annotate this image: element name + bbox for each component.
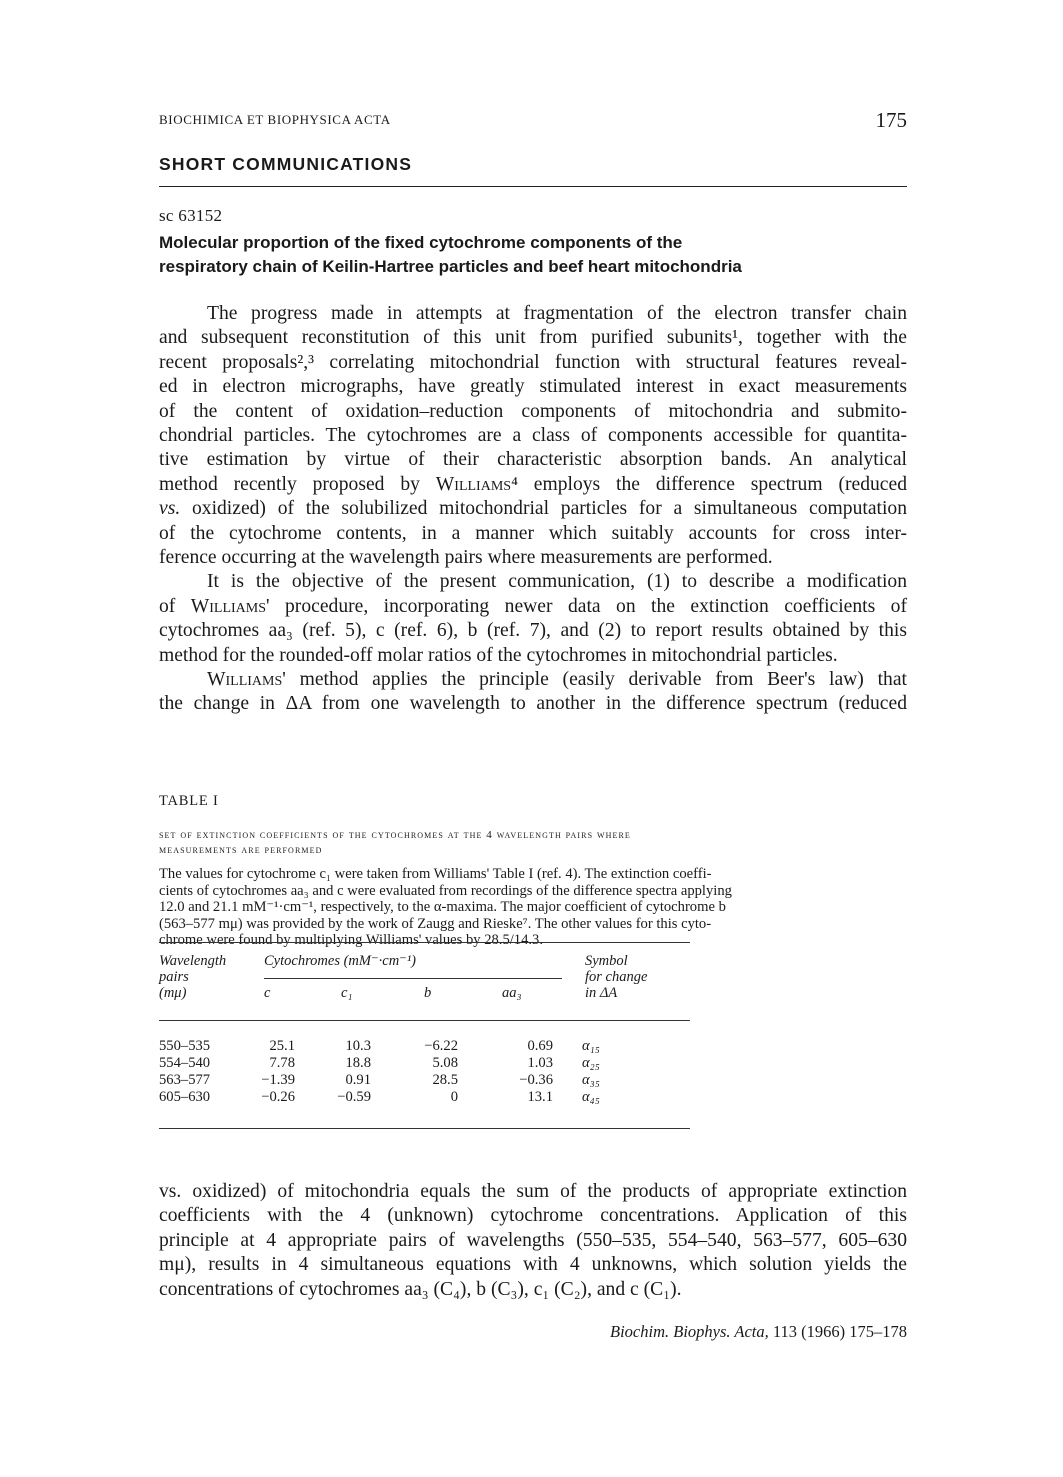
header-subrule <box>264 978 562 979</box>
table-cell-symbol: α₃₅ <box>582 1072 600 1088</box>
paragraph-1 <box>159 302 907 570</box>
citation-reference: 113 (1966) 175–178 <box>768 1322 907 1341</box>
table-cell-b: 28.5 <box>432 1072 458 1088</box>
table-top-rule <box>159 942 690 943</box>
table-note-line: cients of cytochromes aa₃ and c were evaluated from recordings of the difference spectra applying <box>159 882 732 899</box>
paragraph-3 <box>159 668 907 717</box>
running-head <box>159 110 907 134</box>
text-line: coefficients with the 4 (unknown) cytochrome concentrations. Application of this <box>159 1205 907 1227</box>
paragraph-2 <box>159 570 907 668</box>
table-cell-aa3: 0.69 <box>527 1038 553 1054</box>
table-note-line: chrome were found by multiplying Williams' values by 28.5/14.3. <box>159 932 543 949</box>
table-cell-b: −6.22 <box>424 1038 458 1054</box>
table-cell-aa3: 1.03 <box>527 1055 553 1071</box>
text-line: cytochromes aa₃ (ref. 5), c (ref. 6), b (ref. 7), and (2) to report results obtained by this <box>159 620 907 642</box>
table-cell-c: −1.39 <box>261 1072 295 1088</box>
table-bottom-rule <box>159 1128 690 1129</box>
text-line: the change in ΔA from one wavelength to another in the difference spectrum (reduced <box>159 693 907 715</box>
table-caption <box>159 828 907 858</box>
table-cell-c: −0.26 <box>261 1089 295 1105</box>
table-caption-line: set of extinction coefficients of the cytochromes at the 4 wavelength pairs where <box>159 829 631 841</box>
text-line: ed in electron micrographs, have greatly stimulated interest in exact measurements <box>159 376 907 398</box>
text-run: of <box>159 595 191 617</box>
text-line: ference occurring at the wavelength pairs where measurements are performed. <box>159 546 773 568</box>
text-line: of the cytochrome contents, in a manner which suitably accounts for cross inter- <box>159 522 907 544</box>
table-cell-b: 0 <box>450 1089 458 1105</box>
section-divider <box>159 186 907 187</box>
header-col-c1: c₁ <box>341 985 353 1001</box>
author-name: Williams <box>190 595 267 617</box>
table-cell-symbol: α₄₅ <box>582 1089 600 1105</box>
text-line <box>159 497 907 521</box>
table-cell-c1: 18.8 <box>345 1055 371 1071</box>
table-cell-pair: 605–630 <box>159 1089 211 1105</box>
table-note-line: The values for cytochrome c₁ were taken from Williams' Table I (ref. 4). The extinction coeffi- <box>159 866 712 882</box>
table-cell-pair: 563–577 <box>159 1072 211 1088</box>
text-line: mμ), results in 4 simultaneous equations with 4 unknowns, which solution yields the <box>159 1254 907 1276</box>
section-title: SHORT COMMUNICATIONS <box>159 154 413 174</box>
table-cell-pair: 554–540 <box>159 1055 211 1071</box>
table-cell-c1: −0.59 <box>337 1089 371 1105</box>
table-cell-c: 25.1 <box>269 1038 295 1054</box>
article-title <box>159 231 919 279</box>
table-cell-c1: 10.3 <box>345 1038 371 1054</box>
table-cell-pair: 550–535 <box>159 1038 211 1054</box>
text-line: of the content of oxidation–reduction components of mitochondria and submito- <box>159 400 907 422</box>
author-name: Williams <box>435 473 512 495</box>
header-bottom-rule <box>159 1020 690 1021</box>
header-col-b: b <box>424 985 432 1001</box>
text-run: ' procedure, incorporating newer data on the extinction coefficients of <box>266 595 907 617</box>
article-title-line: Molecular proportion of the fixed cytochrome components of the <box>159 233 683 252</box>
text-line: tive estimation by virtue of their characteristic absorption bands. An analytical <box>159 449 907 471</box>
header-symbol: Symbol for change in ΔA <box>585 953 648 1001</box>
text-line: method for the rounded-off molar ratios of the cytochromes in mitochondrial particles. <box>159 644 838 666</box>
table-note <box>159 866 907 949</box>
text-line: and subsequent reconstitution of this unit from purified subunits¹, together with the <box>159 327 907 349</box>
journal-name: BIOCHIMICA ET BIOPHYSICA ACTA <box>159 112 391 127</box>
header-wavelength-pairs: Wavelength pairs (mμ) <box>159 953 227 1001</box>
table-cell-c: 7.78 <box>269 1055 295 1071</box>
table-note-line: 12.0 and 21.1 mM⁻¹·cm⁻¹, respectively, to the α-maxima. The major coefficient of cytochrome b <box>159 899 726 916</box>
citation-journal: Biochim. Biophys. Acta, <box>610 1322 769 1341</box>
page-number: 175 <box>875 108 907 132</box>
text-line: concentrations of cytochromes aa₃ (C₄), b (C₃), c₁ (C₂), and c (C₁). <box>159 1278 682 1300</box>
text-line <box>159 473 907 497</box>
paragraph-4 <box>159 1180 907 1302</box>
table-note-line: (563–577 mμ) was provided by the work of Zaugg and Rieske⁷. The other values for this cyto- <box>159 915 712 932</box>
table-cell-c1: 0.91 <box>345 1072 371 1088</box>
text-run: ⁴ employs the difference spectrum (reduced <box>511 473 908 495</box>
table-cell-symbol: α₂₅ <box>582 1055 600 1071</box>
text-line <box>159 595 907 619</box>
footer-citation <box>610 1322 907 1342</box>
text-run: vs. <box>159 498 181 520</box>
article-title-line: respiratory chain of Keilin-Hartree particles and beef heart mitochondria <box>159 257 742 276</box>
table-cell-symbol: α₁₅ <box>582 1038 600 1054</box>
table-cell-aa3: −0.36 <box>519 1072 553 1088</box>
text-line <box>159 668 907 692</box>
table-cell-b: 5.08 <box>432 1055 458 1071</box>
text-line: chondrial particles. The cytochromes are a class of components accessible for quantita- <box>159 424 907 446</box>
header-cytochromes: Cytochromes (mM⁻·cm⁻¹) <box>264 953 416 969</box>
text-line: It is the objective of the present communication, (1) to describe a modification <box>207 571 907 593</box>
author-name: Williams <box>207 669 283 690</box>
table-cell-aa3: 13.1 <box>527 1089 553 1105</box>
text-line: recent proposals²,³ correlating mitochondrial function with structural features reveal- <box>159 351 907 373</box>
text-line: vs. oxidized) of mitochondria equals the sum of the products of appropriate extinction <box>159 1181 907 1202</box>
header-col-c: c <box>264 985 271 1001</box>
text-run: oxidized) of the solubilized mitochondrial particles for a simultaneous computation <box>180 498 907 520</box>
table-caption-line: measurements are performed <box>159 844 323 856</box>
table-label: TABLE I <box>159 793 219 809</box>
text-run: ' method applies the principle (easily derivable from Beer's law) that <box>282 669 907 690</box>
text-run: method recently proposed by <box>159 473 436 495</box>
text-line: The progress made in attempts at fragmentation of the electron transfer chain <box>207 303 907 324</box>
header-col-aa3: aa₃ <box>502 985 522 1001</box>
text-line: principle at 4 appropriate pairs of wavelengths (550–535, 554–540, 563–577, 605–630 <box>159 1229 907 1251</box>
article-code: sc 63152 <box>159 206 223 225</box>
